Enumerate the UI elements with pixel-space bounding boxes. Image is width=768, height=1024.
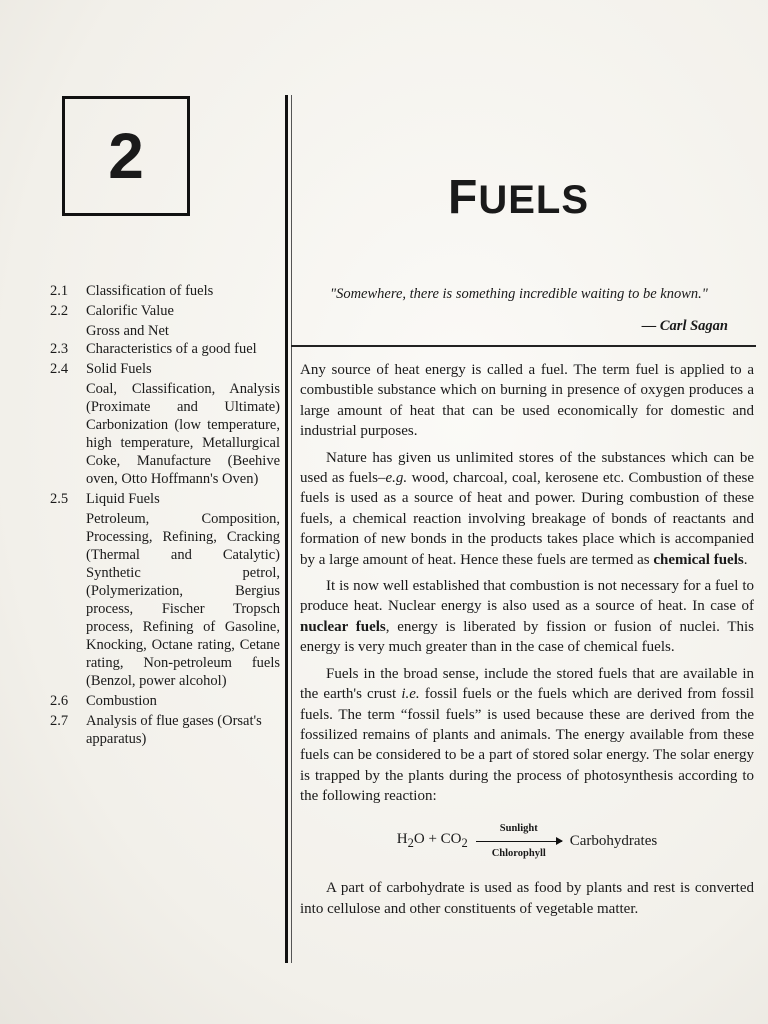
toc-item (50, 302, 280, 320)
body-text (300, 360, 754, 925)
paragraph (300, 576, 754, 658)
vertical-divider (285, 95, 288, 963)
chapter-number: 2 (108, 120, 144, 192)
toc-item (50, 692, 280, 710)
chapter-title-initial: F (448, 171, 479, 224)
toc-item (50, 490, 280, 508)
toc-item (50, 360, 280, 378)
arrow-icon (476, 841, 562, 842)
toc-item (50, 282, 280, 300)
chapter-number-box (62, 96, 190, 216)
toc-number: 2.1 (50, 283, 69, 299)
epigraph-quote: "Somewhere, there is something incredible waiting to be known." (330, 286, 708, 302)
toc-label: Analysis of flue gases (Orsat's apparatus) (86, 713, 262, 747)
chapter-title-rest: UELS (478, 178, 590, 222)
epigraph-author: — Carl Sagan (641, 318, 728, 334)
text-run: Fuels in the broad sense, include the stored fuels that are available in the earth's crust (300, 665, 754, 703)
equation-reactants (397, 829, 468, 853)
toc-detail: Coal, Classification, Analysis (Proximate and Ultimate) Carbonization (low temperature, high temperature, Metallurgical Coke, Manufacture (Beehive oven, Otto Hoffmann's Oven) (86, 381, 280, 487)
text-run: fossil fuels or the fuels which are derived from fossil fuels. The term “fossil fuels” is used because these are derived from the fossilized remains of plants and animals. The energy available from these fuels can be considered to be a part of stored solar energy. The solar energy is trapped by the plants during the process of photosynthesis according to the following reaction: (300, 686, 754, 805)
text-run-italic: e.g. (385, 470, 408, 487)
equation-subscript: 2 (461, 836, 468, 851)
arrow-condition-bottom: Chlorophyll (491, 847, 546, 859)
text-run: . (743, 551, 748, 568)
text-run-italic: i.e. (401, 686, 420, 703)
paragraph: A part of carbohydrate is used as food by plants and rest is converted into cellulose and other constituents of vegetable matter. (300, 880, 754, 917)
equation-text: O + CO (413, 831, 462, 848)
text-run: , energy is liberated by fission or fusion of nuclei. This energy is very much greater than in the case of chemical fuels. (300, 618, 754, 656)
toc-subitem: Gross and Net (86, 323, 169, 339)
toc-number: 2.5 (50, 491, 69, 507)
toc-number: 2.3 (50, 341, 69, 357)
text-run: Nature has given us unlimited stores of the substances which can be used as fuels– (300, 449, 754, 487)
equation-product: Carbohydrates (569, 833, 658, 850)
paragraph (300, 448, 754, 570)
toc-label: Characteristics of a good fuel (86, 341, 257, 357)
toc-number: 2.4 (50, 361, 69, 377)
text-run-bold: nuclear fuels (300, 618, 386, 635)
toc-label: Calorific Value (86, 303, 174, 319)
chapter-title (448, 170, 589, 225)
arrow-condition-top: Sunlight (499, 822, 538, 834)
toc-item (50, 340, 280, 358)
text-run-bold: chemical fuels (653, 551, 744, 568)
vertical-divider-thin (291, 95, 292, 963)
equation-subscript: 2 (407, 836, 414, 851)
toc-label: Combustion (86, 693, 157, 709)
paragraph: Any source of heat energy is called a fuel. The term fuel is applied to a combustible substance which on burning in presence of oxygen produces a large amount of heat that can be used economically for domestic and industrial purposes. (300, 362, 754, 440)
chemical-equation (300, 819, 754, 865)
toc-detail: Petroleum, Composition, Processing, Refining, Cracking (Thermal and Catalytic) Synthetic petrol, (Polymerization, Bergius process, Fischer Tropsch process, Refining of Gasoline, Knocking, Octane rating, Cetane rating, Non-petroleum fuels (Benzol, power alcohol) (86, 511, 280, 689)
toc-label: Solid Fuels (86, 361, 152, 377)
toc-number: 2.2 (50, 303, 69, 319)
text-run: It is now well established that combustion is not necessary for a fuel to produce heat. Nuclear energy is also used as a source of heat. In case of (300, 578, 754, 615)
toc-number: 2.6 (50, 693, 69, 709)
chapter-contents (50, 282, 280, 750)
toc-label: Liquid Fuels (86, 491, 160, 507)
reaction-arrow (476, 819, 562, 865)
horizontal-divider (291, 345, 756, 347)
paragraph (300, 664, 754, 807)
toc-item (50, 712, 280, 748)
toc-label: Classification of fuels (86, 283, 214, 299)
toc-number: 2.7 (50, 713, 69, 729)
equation-text: H (396, 831, 408, 848)
text-run: wood, charcoal, coal, kerosene etc. Combustion of these fuels is used as a source of heat and power. During combustion of these fuels, a chemical reaction involving breakage of bonds of reactants and formation of new bonds in the products takes place which is accompanied by a large amount of heat. Hence these fuels are termed as (300, 470, 755, 568)
